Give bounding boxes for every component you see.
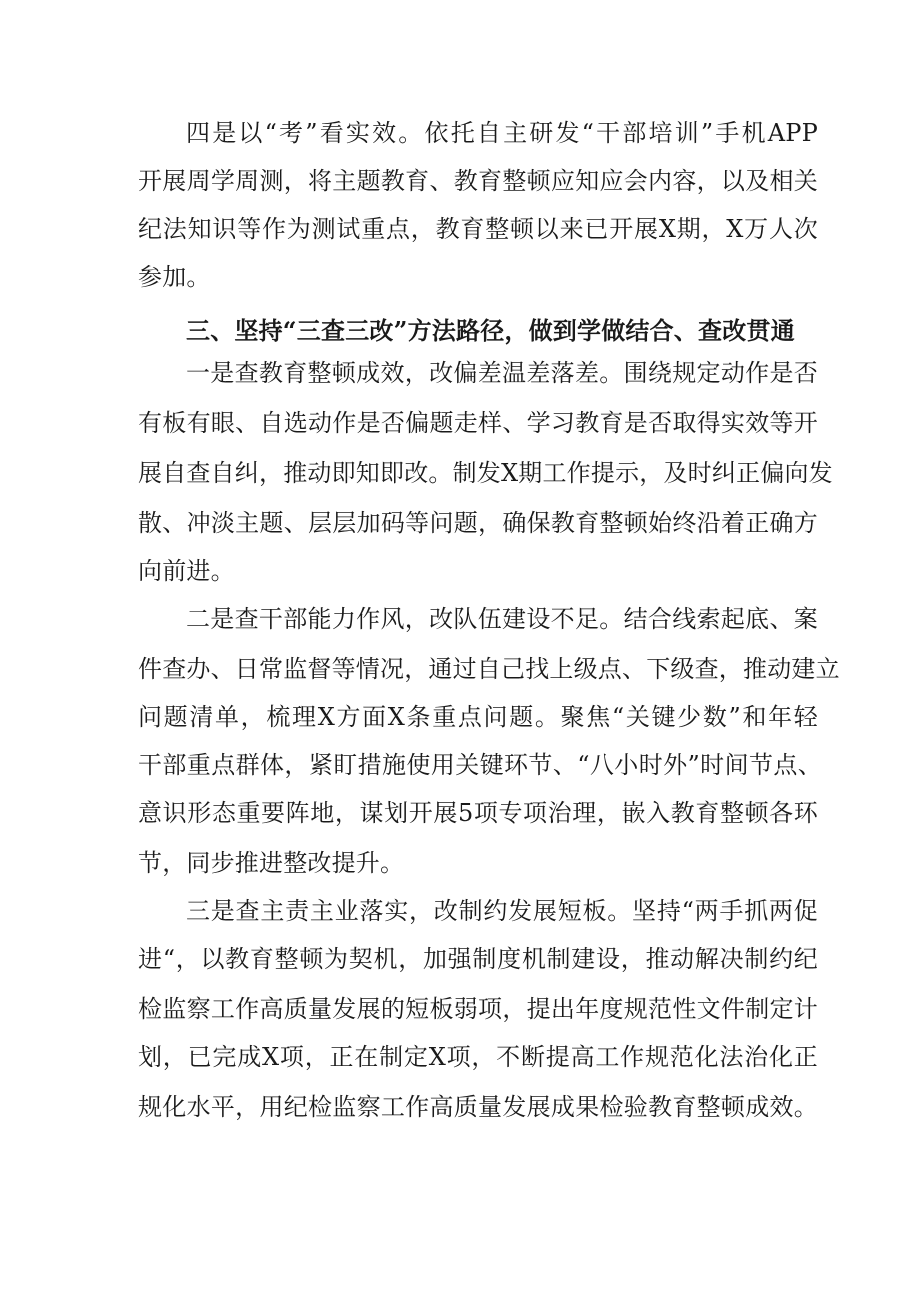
paragraph-2-line-4: 散、冲淡主题、层层加码等问题，确保教育整顿始终沿着正确方 <box>138 509 818 537</box>
paragraph-3-line-1: 二是查干部能力作风，改队伍建设不足。结合线索起底、案 <box>186 605 818 633</box>
paragraph-4-line-2: 进“，以教育整顿为契机，加强制度机制建设，推动解决制约纪 <box>138 945 818 973</box>
paragraph-1-line-2: 开展周学周测，将主题教育、教育整顿应知应会内容，以及相关 <box>138 167 818 195</box>
paragraph-2-line-2: 有板有眼、自选动作是否偏题走样、学习教育是否取得实效等开 <box>138 409 818 437</box>
paragraph-3-line-6: 节，同步推进整改提升。 <box>138 849 405 877</box>
paragraph-4-line-1: 三是查主责主业落实，改制约发展短板。坚持“两手抓两促 <box>186 897 818 925</box>
paragraph-2-line-5: 向前进。 <box>138 557 235 585</box>
paragraph-2-line-1: 一是查教育整顿成效，改偏差温差落差。围绕规定动作是否 <box>186 359 818 387</box>
section-heading: 三、坚持“三查三改”方法路径，做到学做结合、查改贯通 <box>186 316 795 345</box>
paragraph-4-line-5: 规化水平，用纪检监察工作高质量发展成果检验教育整顿成效。 <box>138 1093 818 1121</box>
paragraph-3-line-3: 问题清单，梳理X方面X条重点问题。聚焦“关键少数”和年轻 <box>138 703 818 731</box>
paragraph-3-line-5: 意识形态重要阵地，谋划开展5项专项治理，嵌入教育整顿各环 <box>138 799 818 827</box>
paragraph-1-line-4: 参加。 <box>138 263 211 291</box>
paragraph-2-line-3: 展自查自纠，推动即知即改。制发X期工作提示，及时纠正偏向发 <box>138 459 833 487</box>
paragraph-3-line-4: 干部重点群体，紧盯措施使用关键环节、“八小时外”时间节点、 <box>138 751 822 779</box>
paragraph-1-line-3: 纪法知识等作为测试重点，教育整顿以来已开展X期，X万人次 <box>138 215 818 243</box>
paragraph-4-line-3: 检监察工作高质量发展的短板弱项，提出年度规范性文件制定计 <box>138 995 818 1023</box>
paragraph-1-line-1: 四是以“考”看实效。依托自主研发“干部培训”手机APP <box>186 119 818 147</box>
paragraph-4-line-4: 划，已完成X项，正在制定X项，不断提高工作规范化法治化正 <box>138 1043 818 1071</box>
paragraph-3-line-2: 件查办、日常监督等情况，通过自己找上级点、下级查，推动建立 <box>138 655 840 683</box>
